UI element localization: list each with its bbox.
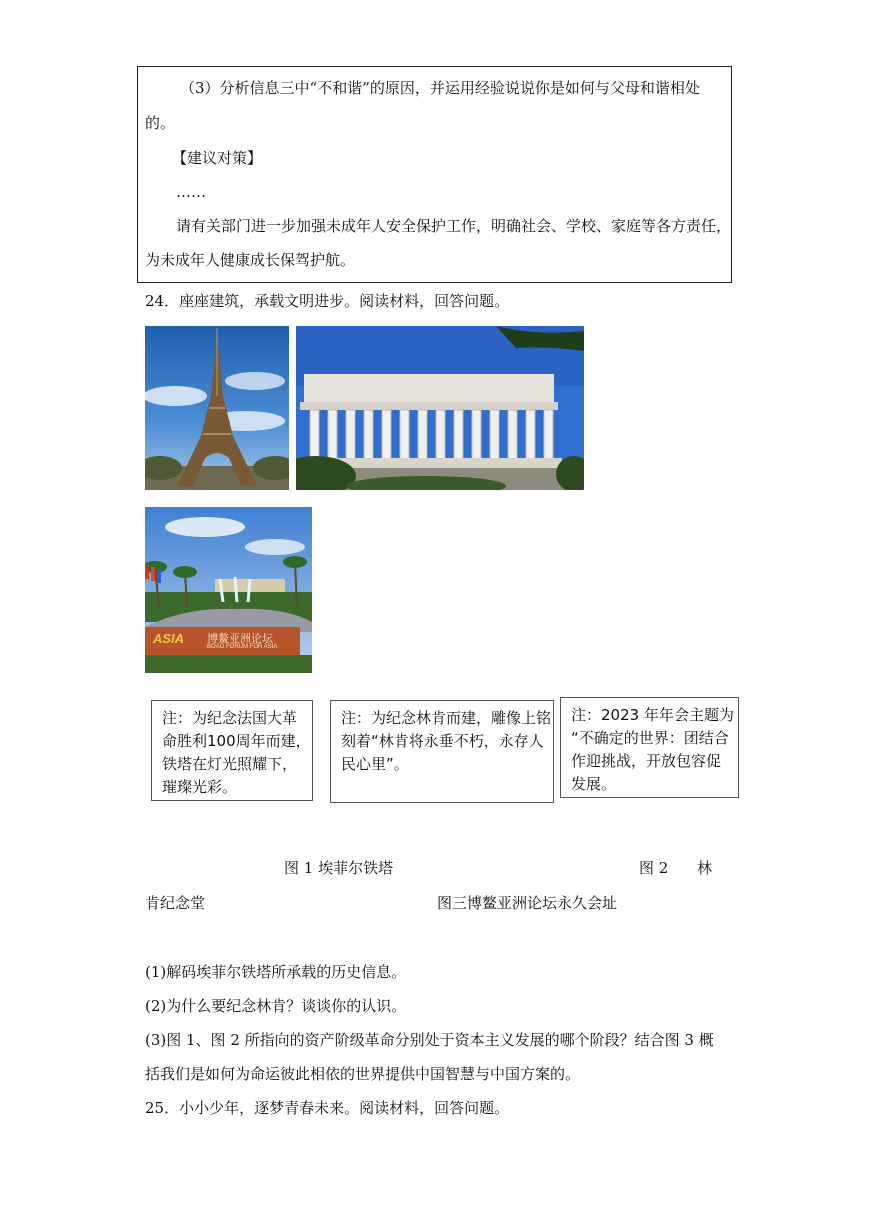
note-line: 注：2023 年年会主题为	[571, 706, 734, 724]
suggestion-line-1: 请有关部门进一步加强未成年人安全保护工作，明确社会、学校、家庭等各方责任，	[176, 217, 732, 235]
forum-sign-chinese: 博鳌亚洲论坛	[207, 632, 273, 645]
ellipsis: ……	[176, 183, 206, 201]
note-box-boao	[560, 697, 739, 798]
note-line: 铁塔在灯光照耀下，	[162, 755, 298, 773]
question-3-line-2: 的。	[145, 114, 176, 132]
note-line: 发展。	[571, 775, 617, 793]
eiffel-tower-photo	[145, 326, 289, 490]
note-line: 璀璨光彩。	[162, 778, 238, 796]
forum-sign-english: BOAO FORUM FOR ASIA	[207, 644, 278, 650]
caption-figure-2-part: 林	[697, 859, 713, 877]
question-24-stem: 24．座座建筑，承载文明进步。阅读材料，回答问题。	[145, 292, 510, 310]
question-3-line-1: （3）分析信息三中“不和谐”的原因，并运用经验说说你是如何与父母和谐相处	[180, 79, 700, 97]
boao-forum-photo	[145, 507, 312, 673]
note-line: “不确定的世界：团结合	[571, 729, 729, 747]
note-line: 刻着“林肯将永垂不朽，永存人	[341, 732, 544, 750]
caption-figure-2-label: 图 2	[639, 859, 669, 877]
note-box-eiffel	[151, 700, 313, 801]
caption-figure-2-continued: 肯纪念堂	[145, 894, 206, 912]
suggestion-line-2: 为未成年人健康成长保驾护航。	[145, 251, 356, 269]
note-box-lincoln	[330, 700, 554, 803]
section-title: 【建议对策】	[172, 149, 263, 167]
note-line: 作迎挑战，开放包容促	[571, 752, 722, 770]
note-line: 命胜利100周年而建，	[162, 732, 311, 750]
sub-question-3-line-2: 括我们是如何为命运彼此相依的世界提供中国智慧与中国方案的。	[145, 1065, 581, 1083]
caption-figure-1: 图 1 埃菲尔铁塔	[284, 859, 394, 877]
note-line: 民心里”。	[341, 755, 409, 773]
sub-question-3-line-1: (3)图 1、图 2 所指向的资产阶级革命分别处于资本主义发展的哪个阶段？结合图 3 概	[145, 1031, 714, 1049]
lincoln-memorial-photo	[296, 326, 584, 490]
note-line: 注：为纪念林肯而建，雕像上铭	[341, 709, 552, 727]
caption-figure-3: 图三博鳌亚洲论坛永久会址	[437, 894, 618, 912]
sub-question-1: (1)解码埃菲尔铁塔所承载的历史信息。	[145, 963, 407, 981]
question-25-stem: 25．小小少年，逐梦青春未来。阅读材料，回答问题。	[145, 1099, 510, 1117]
forum-sign-logo: ASIA	[153, 631, 185, 646]
sub-question-2: (2)为什么要纪念林肯？谈谈你的认识。	[145, 997, 407, 1015]
note-line: 注：为纪念法国大革	[162, 709, 298, 727]
